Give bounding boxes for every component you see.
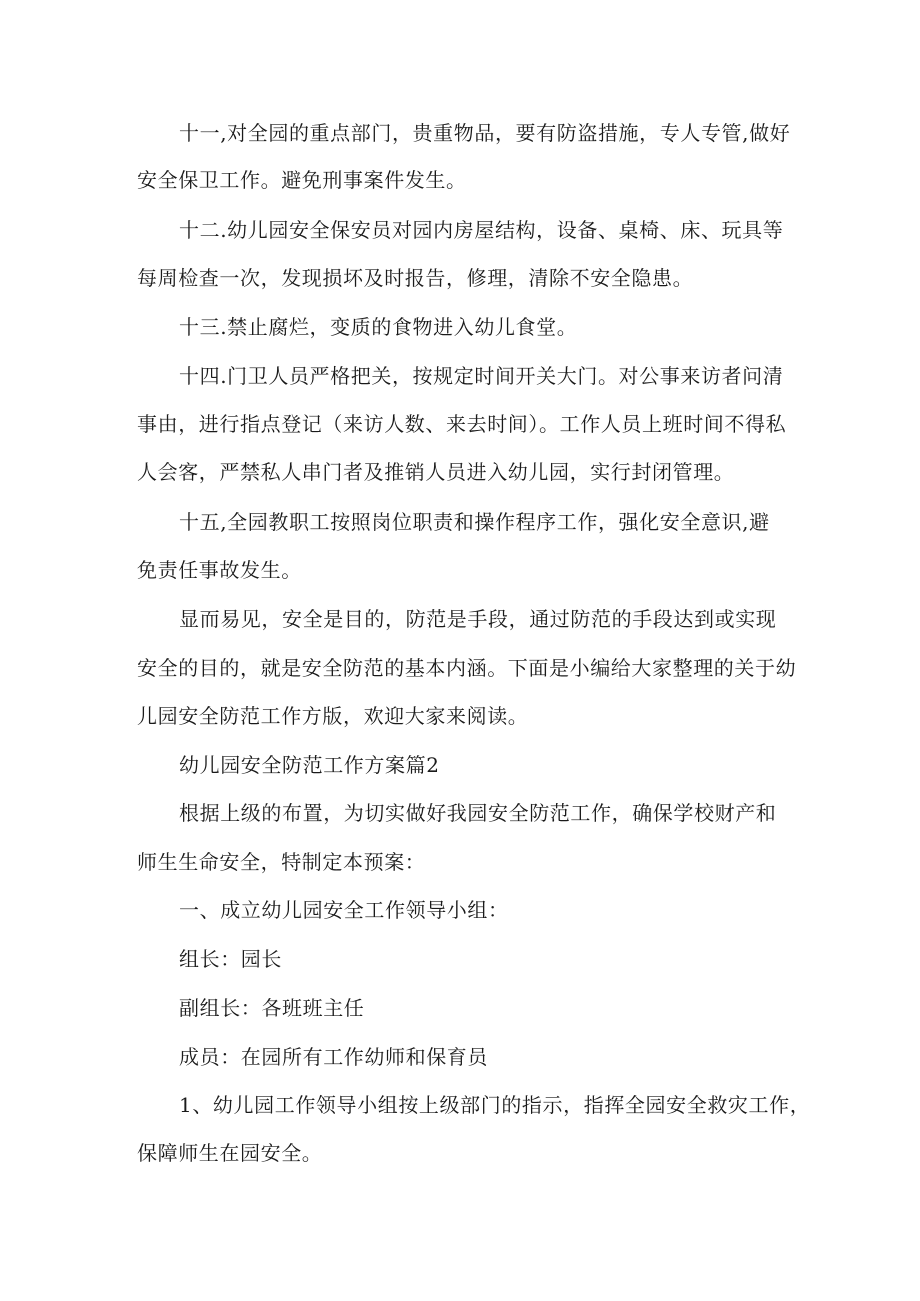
paragraph-line: 安全保卫工作。避免刑事案件发生。 <box>137 168 467 192</box>
paragraph-line: 十二.幼儿园安全保安员对园内房屋结构，设备、桌椅、床、玩具等 <box>179 218 784 242</box>
paragraph-line: 每周检查一次，发现损坏及时报告，修理，清除不安全隐患。 <box>137 266 694 290</box>
paragraph-line: 一、成立幼儿园安全工作领导小组： <box>179 898 509 922</box>
paragraph-line: 事由，进行指点登记（来访人数、来去时间）。工作人员上班时间不得私 <box>137 412 787 436</box>
paragraph-line: 安全的目的，就是安全防范的基本内涵。下面是小编给大家整理的关于幼 <box>137 656 797 680</box>
paragraph-line: 1、幼儿园工作领导小组按上级部门的指示，指挥全园安全救灾工作， <box>179 1093 811 1117</box>
paragraph-line: 副组长：各班班主任 <box>179 996 365 1020</box>
paragraph-line: 十三.禁止腐烂，变质的食物进入幼儿食堂。 <box>179 315 578 339</box>
section-heading: 幼儿园安全防范工作方案篇2 <box>179 753 440 777</box>
paragraph-line: 人会客，严禁私人串门者及推销人员进入幼儿园，实行封闭管理。 <box>137 460 735 484</box>
paragraph-line: 十一,对全园的重点部门，贵重物品，要有防盗措施，专人专管,做好 <box>179 121 791 145</box>
paragraph-line: 儿园安全防范工作方版，欢迎大家来阅读。 <box>137 704 529 728</box>
paragraph-line: 根据上级的布置，为切实做好我园安全防范工作，确保学校财产和 <box>179 801 777 825</box>
paragraph-line: 保障师生在园安全。 <box>137 1141 323 1165</box>
paragraph-line: 十五,全园教职工按照岗位职责和操作程序工作，强化安全意识,避 <box>179 510 770 534</box>
paragraph-line: 十四.门卫人员严格把关，按规定时间开关大门。对公事来访者问清 <box>179 364 784 388</box>
paragraph-line: 师生生命安全，特制定本预案： <box>137 850 426 874</box>
paragraph-line: 成员：在园所有工作幼师和保育员 <box>179 1045 488 1069</box>
paragraph-line: 组长：园长 <box>179 947 282 971</box>
paragraph-line: 显而易见，安全是目的，防范是手段，通过防范的手段达到或实现 <box>179 607 777 631</box>
paragraph-line: 免责任事故发生。 <box>137 558 302 582</box>
